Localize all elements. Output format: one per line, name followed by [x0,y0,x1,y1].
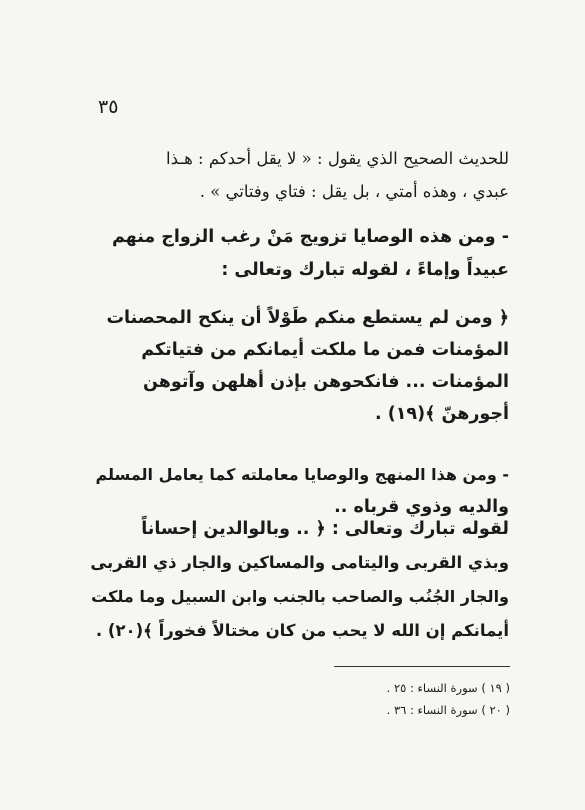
footnote-19: ( ١٩ ) سورة النساء : ٢٥ . [386,681,510,695]
paragraph-marriage [86,221,509,287]
text-line: أجورهنّ ﴾(١٩) . [374,404,509,424]
text-line: المؤمنات ... فانكحوهن بإذن أهلهن وآتوهن [143,372,509,392]
page-number: ٣٥ [98,96,119,118]
text-line: لقوله تبارك وتعالى : ﴿ .. وبالوالدين إحساناً [141,519,509,539]
paragraph-quran-verse-2 [86,512,509,648]
text-line: - ومن هذه الوصايا تزويج مَنْ رغب الزواج منهم [111,227,509,247]
text-line: عبيداً وإماءً ، لقوله تبارك وتعالى : [221,260,509,280]
text-line: أيمانكم إن الله لا يحب من كان مختالاً فخوراً ﴾(٢٠) . [95,621,509,640]
text-line: وبذي القربى واليتامى والمساكين والجار ذي القربى [90,553,509,572]
text-line: والجار الجُنُب والصاحب بالجنب وابن السبيل وما ملكت [91,587,509,606]
text-line: عبدي ، وهذه أمتي ، بل يقل : فتاي وفتاتي » . [199,182,509,201]
paragraph-quran-verse-1 [86,302,509,430]
text-line: - ومن هذا المنهج والوصايا معاملته كما يعامل المسلم [95,465,509,484]
paragraph-hadith [86,142,509,208]
footnote-divider [334,666,510,667]
footnote-20: ( ٢٠ ) سورة النساء : ٣٦ . [386,703,510,717]
text-line: والديه وذوي قرباه .. [334,497,509,517]
text-line: للحديث الصحيح الذي يقول : « لا يقل أحدكم : هـذا [165,149,509,168]
text-line: ﴿ ومن لم يستطع منكم طَوْلاً أن ينكح المحصنات [106,308,509,328]
text-line: المؤمنات فمن ما ملكت أيمانكم من فتياتكم [141,340,509,360]
footnotes [300,677,510,721]
